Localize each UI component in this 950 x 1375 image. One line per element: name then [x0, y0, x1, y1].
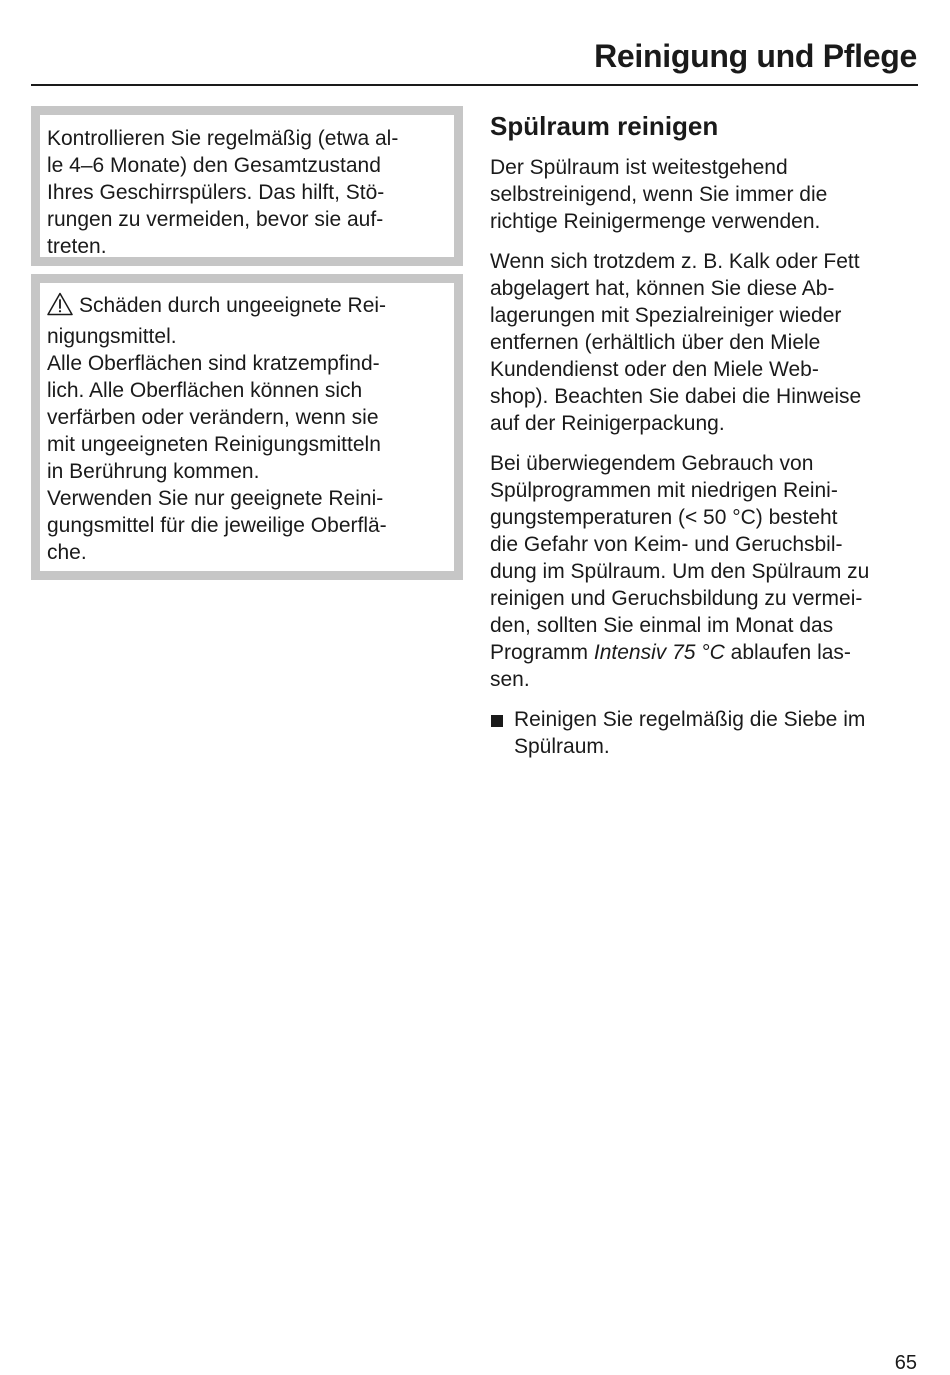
info-text: Kontrollieren Sie regelmäßig (etwa al- le 4–6 Monate) den Gesamtzustand Ihres Geschirrspülers. Das hilft, Stö- rungen zu vermeiden, bevor sie auf- treten. — [47, 127, 399, 258]
warning-title: Schäden durch ungeeignete Rei- nigungsmittel. — [47, 294, 387, 348]
paragraph-low-temperature-text: Bei überwiegendem Gebrauch von Spülprogrammen mit niedrigen Reini- gungstemperaturen (< 50 °C) besteht die Gefahr von Keim- und Geruchsbil- dung im Spülraum. Um den Spülraum zu reinigen und Geruchsbildung zu vermei- den, sollten Sie einmal im Monat das Programm — [490, 452, 870, 664]
section-title: Spülraum reinigen — [490, 111, 719, 141]
warning-paragraph: Alle Oberflächen sind kratzempfind- lich. Alle Oberflächen können sich verfärben oder verändern, wenn sie mit ungeeigneten Reinigungsmitteln in Berührung kommen. — [47, 352, 381, 483]
list-item — [490, 706, 930, 760]
list-item-text: Reinigen Sie regelmäßig die Siebe im Spülraum. — [514, 708, 866, 758]
paragraph-deposits: Wenn sich trotzdem z. B. Kalk oder Fett abgelagert hat, können Sie diese Ab- lagerungen mit Spezialreiniger wieder entfernen (erhältlich über den Miele Kundendienst oder den Miele Web- shop). Beachten Sie dabei die Hinweise auf der Reinigerpackung. — [490, 250, 862, 435]
info-box — [31, 106, 463, 266]
left-column — [31, 106, 463, 580]
bullet-square-icon — [491, 715, 503, 727]
paragraph-low-temperature — [490, 450, 930, 693]
page-number: 65 — [894, 1352, 917, 1374]
warning-box — [31, 274, 463, 580]
page-title: Reinigung und Pflege — [594, 38, 917, 74]
warning-title-line — [47, 292, 440, 350]
paragraph-self-cleaning: Der Spülraum ist weitestgehend selbstreinigend, wenn Sie immer die richtige Reinigermenge verwenden. — [490, 156, 828, 233]
paragraph-low-temperature-end: ablaufen las- sen. — [490, 641, 851, 691]
right-column — [490, 108, 930, 760]
warning-instruction: Verwenden Sie nur geeignete Reini- gungsmittel für die jeweilige Oberflä- che. — [47, 487, 387, 564]
warning-triangle-icon — [47, 292, 73, 323]
header-divider — [31, 84, 918, 86]
program-name: Intensiv 75 °C — [593, 641, 725, 664]
